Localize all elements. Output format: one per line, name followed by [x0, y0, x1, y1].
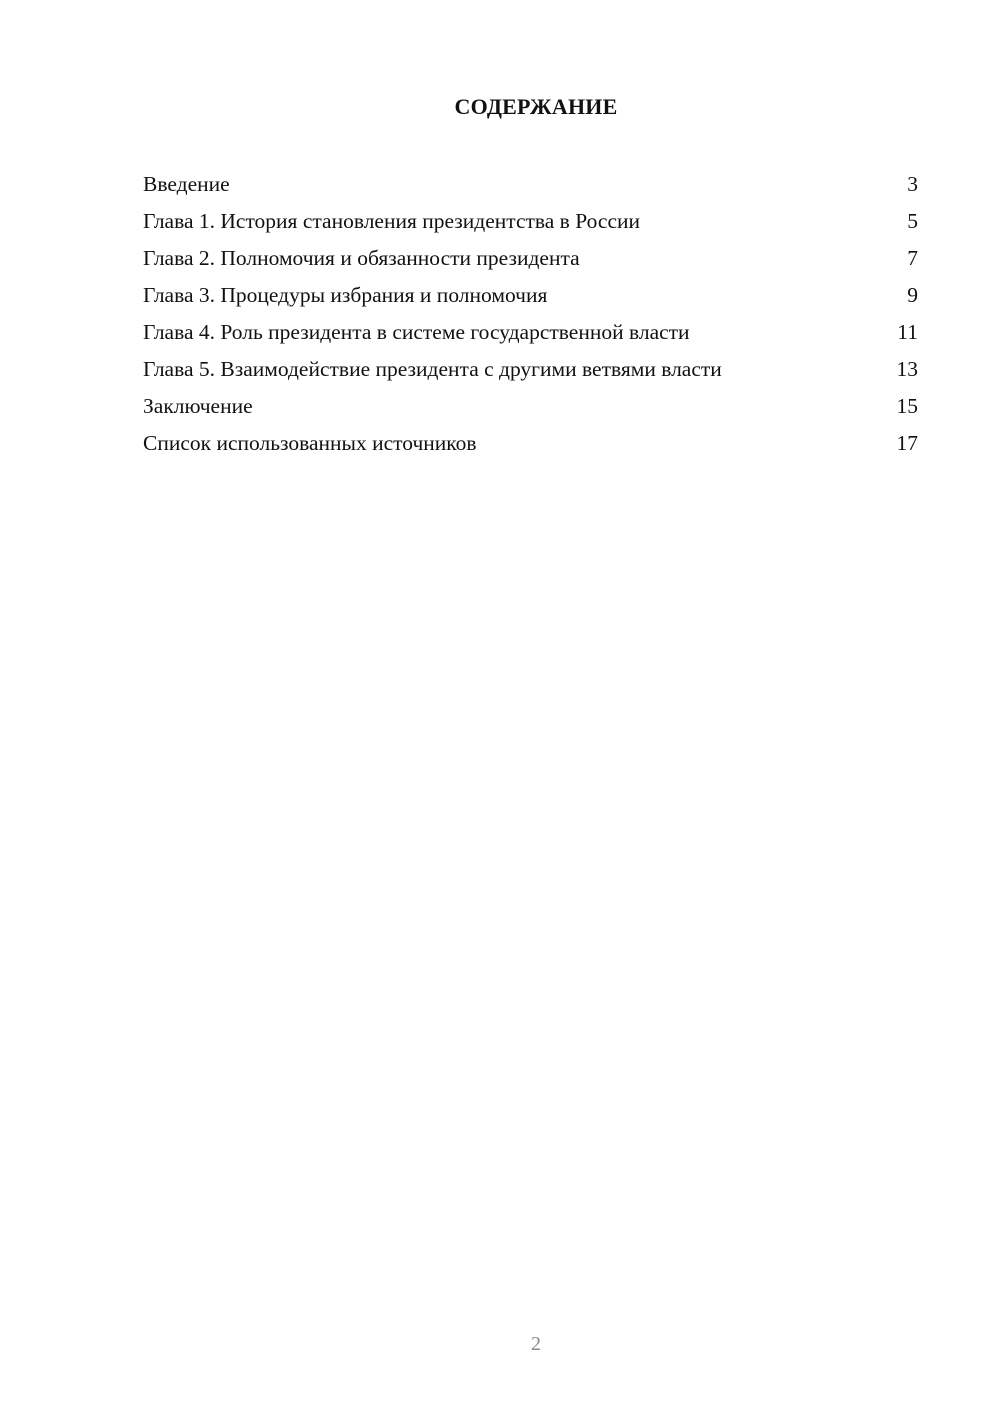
toc-entry-page-number: 7 [907, 246, 918, 270]
table-of-contents [143, 168, 918, 464]
toc-entry-label: Список использованных источников [143, 431, 477, 455]
toc-entry-label: Глава 4. Роль президента в системе государственной власти [143, 320, 690, 344]
toc-entry-page-number: 5 [907, 209, 918, 233]
toc-entry-label: Глава 1. История становления президентства в России [143, 209, 640, 233]
page-number: 2 [531, 1333, 541, 1355]
toc-entry-label: Глава 2. Полномочия и обязанности президента [143, 246, 580, 270]
toc-entry-references [143, 427, 918, 464]
toc-entry-chapter-2 [143, 242, 918, 279]
toc-entry-chapter-4 [143, 316, 918, 353]
toc-entry-page-number: 13 [896, 357, 918, 381]
toc-entry-page-number: 3 [907, 172, 918, 196]
toc-entry-conclusion [143, 390, 918, 427]
toc-entry-label: Глава 5. Взаимодействие президента с другими ветвями власти [143, 357, 722, 381]
toc-entry-label: Заключение [143, 394, 253, 418]
toc-entry-page-number: 15 [896, 394, 918, 418]
toc-entry-label: Глава 3. Процедуры избрания и полномочия [143, 283, 548, 307]
toc-entry-label: Введение [143, 172, 230, 196]
toc-entry-page-number: 17 [896, 431, 918, 455]
toc-entry-page-number: 9 [907, 283, 918, 307]
toc-entry-chapter-3 [143, 279, 918, 316]
page-title: СОДЕРЖАНИЕ [454, 94, 618, 119]
toc-entry-chapter-5 [143, 353, 918, 390]
toc-entry-introduction [143, 168, 918, 205]
toc-entry-page-number: 11 [897, 320, 918, 344]
toc-entry-chapter-1 [143, 205, 918, 242]
